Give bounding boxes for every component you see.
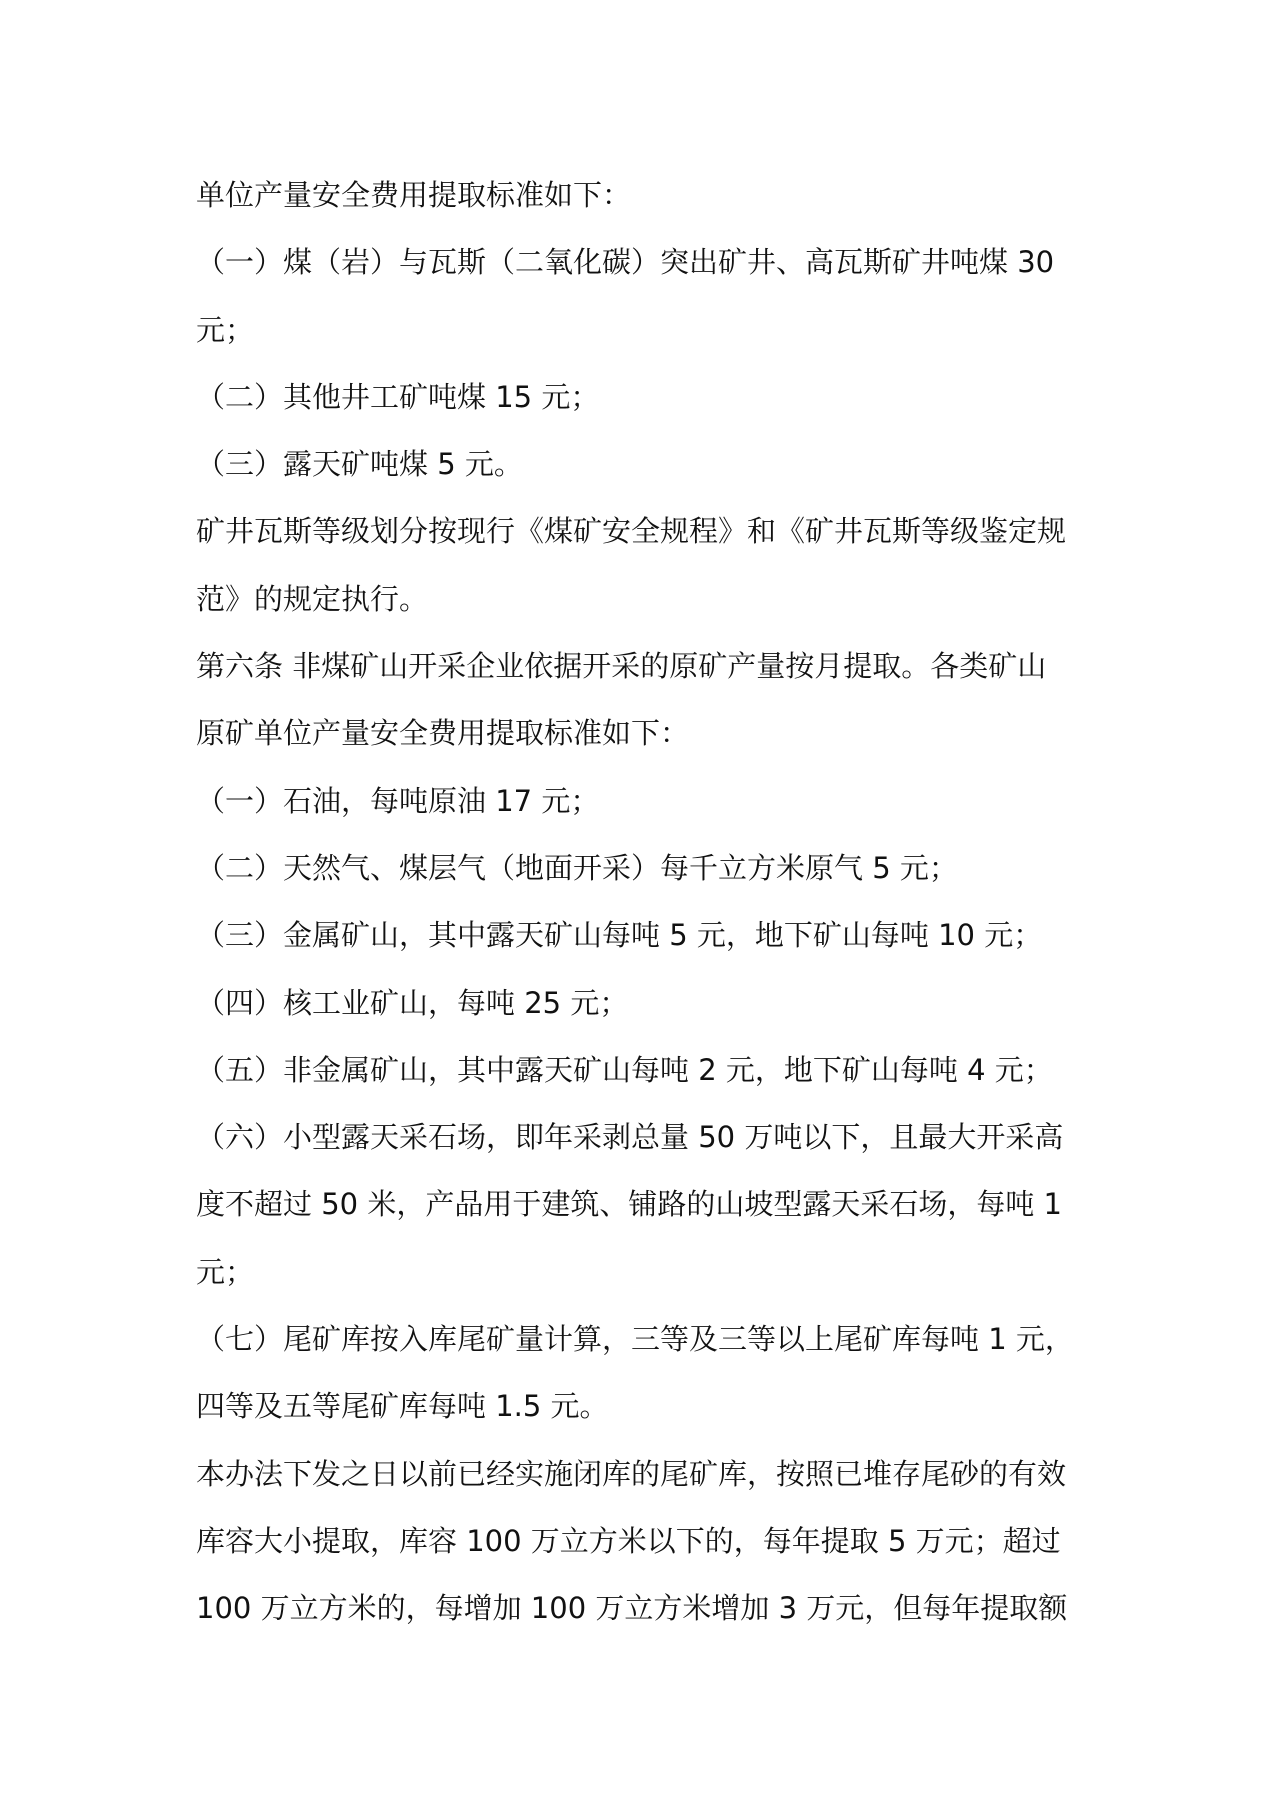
text-line: （三）露天矿吨煤 5 元。 (196, 447, 523, 482)
text-line: 范》的规定执行。 (196, 581, 429, 616)
text-line: （一）石油，每吨原油 17 元； (196, 783, 600, 818)
text-line: （一）煤（岩）与瓦斯（二氧化碳）突出矿井、高瓦斯矿井吨煤 30 (196, 245, 1055, 280)
text-line: 100 万立方米的，每增加 100 万立方米增加 3 万元，但每年提取额 (196, 1591, 1068, 1626)
text-line: 库容大小提取，库容 100 万立方米以下的，每年提取 5 万元；超过 (196, 1523, 1061, 1558)
text-line: （三）金属矿山，其中露天矿山每吨 5 元，地下矿山每吨 10 元； (196, 918, 1043, 953)
text-line: 四等及五等尾矿库每吨 1.5 元。 (196, 1389, 609, 1424)
text-line: 原矿单位产量安全费用提取标准如下： (196, 716, 690, 751)
text-line: 度不超过 50 米，产品用于建筑、铺路的山坡型露天采石场，每吨 1 (196, 1187, 1063, 1222)
text-line: 单位产量安全费用提取标准如下： (196, 178, 632, 212)
text-line: （五）非金属矿山，其中露天矿山每吨 2 元，地下矿山每吨 4 元； (196, 1052, 1053, 1087)
text-line: （二）其他井工矿吨煤 15 元； (196, 379, 600, 414)
text-line: （六）小型露天采石场，即年采剥总量 50 万吨以下，且最大开采高 (196, 1120, 1064, 1155)
text-line: 元； (196, 1254, 255, 1289)
text-line: （二）天然气、煤层气（地面开采）每千立方米原气 5 元； (196, 850, 958, 885)
text-line: 矿井瓦斯等级划分按现行《煤矿安全规程》和《矿井瓦斯等级鉴定规 (196, 514, 1067, 549)
text-line: （七）尾矿库按入库尾矿量计算，三等及三等以上尾矿库每吨 1 元， (196, 1322, 1074, 1357)
document-body (196, 162, 1096, 1643)
text-line: 本办法下发之日以前已经实施闭库的尾矿库，按照已堆存尾砂的有效 (196, 1456, 1067, 1491)
text-line: （四）核工业矿山，每吨 25 元； (196, 985, 629, 1020)
text-line: 第六条 非煤矿山开采企业依据开采的原矿产量按月提取。各类矿山 (196, 649, 1047, 684)
text-line: 元； (196, 312, 255, 347)
